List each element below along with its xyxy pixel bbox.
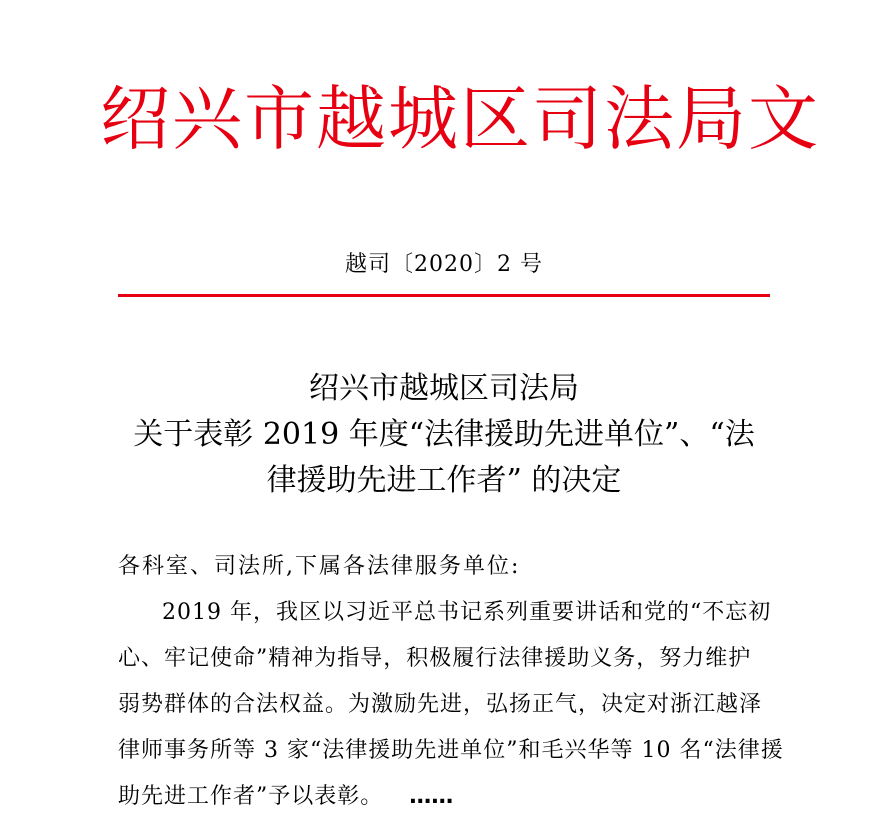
title-line-3: 律援助先进工作者” 的决定 — [266, 463, 622, 498]
ellipsis-mark: …… — [409, 784, 454, 809]
body-line-5-wrapper — [118, 774, 778, 820]
title-line-1: 绍兴市越城区司法局 — [309, 371, 579, 406]
body-line-1: 2019 年，我区以习近平总书记系列重要讲话和党的“不忘初 — [162, 600, 772, 625]
salutation: 各科室、司法所,下属各法律服务单位: — [118, 554, 521, 579]
body-line-2: 心、牢记使命”精神为指导，积极履行法律援助义务，努力维护 — [118, 646, 752, 671]
document-masthead: 绍兴市越城区司法局文 — [100, 78, 820, 160]
red-divider-line — [118, 294, 770, 297]
body-line-4: 律师事务所等 3 家“法律援助先进单位”和毛兴华等 10 名“法律援 — [118, 738, 784, 763]
title-line-2: 关于表彰 2019 年度“法律援助先进单位”、“法 — [133, 417, 755, 452]
body-line-5: 助先进工作者”予以表彰。 — [118, 784, 384, 809]
body-line-3: 弱势群体的合法权益。为激励先进，弘扬正气，决定对浙江越泽 — [118, 692, 763, 717]
body-paragraph — [118, 590, 784, 820]
document-title — [110, 366, 778, 504]
document-number: 越司〔2020〕2 号 — [345, 252, 543, 277]
